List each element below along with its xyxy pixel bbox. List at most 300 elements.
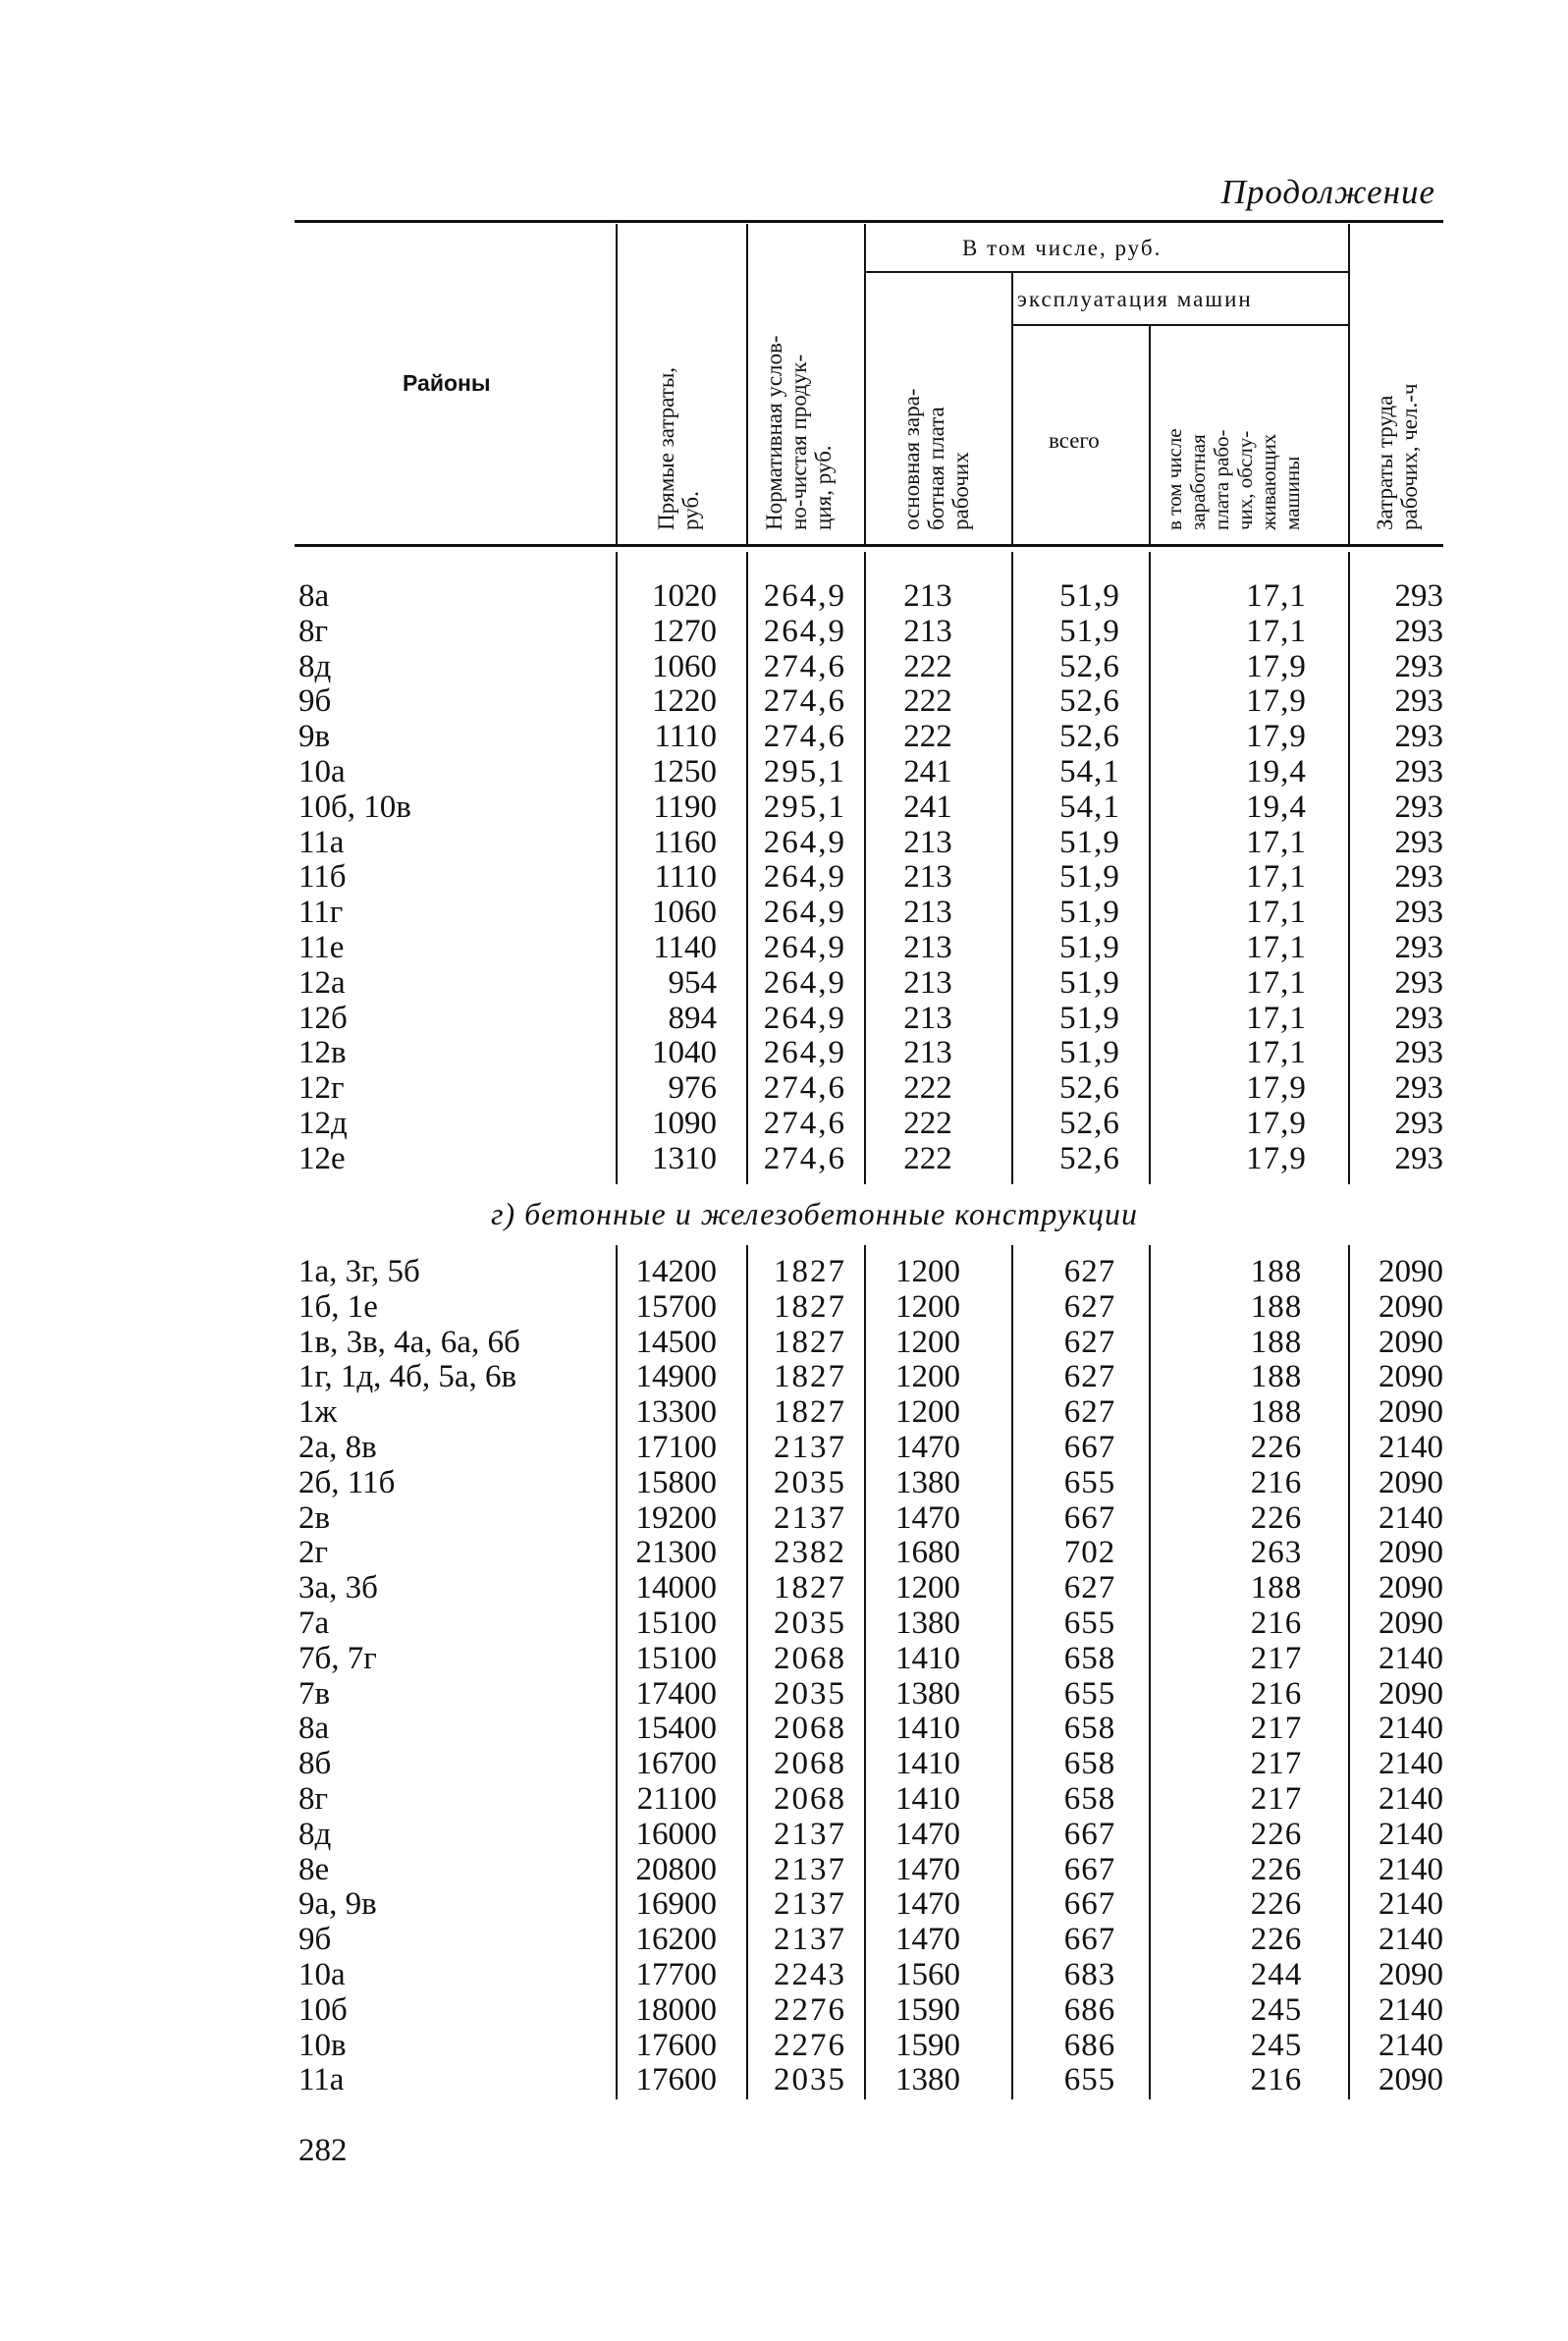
header-machine-wage: в том числе заработная плата рабо- чих, обслу- живающих машины — [1162, 428, 1304, 530]
machine-total-cell: 655 — [1063, 2062, 1116, 2098]
table-row — [295, 1818, 1443, 1853]
normative-cell: 2137 — [774, 1886, 846, 1923]
header-col-divider-6 — [1348, 224, 1350, 544]
normative-cell: 264,9 — [763, 859, 846, 896]
normative-cell: 2035 — [774, 2062, 846, 2098]
base-wage-cell: 222 — [903, 719, 952, 755]
header-base-wage: основная зара- ботная плата рабочих — [899, 388, 973, 530]
district-cell: 7б, 7г — [298, 1640, 377, 1676]
labor-cell: 2140 — [1379, 1816, 1443, 1852]
table-row — [295, 1466, 1443, 1501]
machine-total-cell: 667 — [1063, 1922, 1116, 1958]
normative-cell: 274,6 — [763, 1070, 846, 1107]
machine-wage-cell: 188 — [1250, 1359, 1303, 1395]
including-underline — [864, 271, 1348, 273]
normative-cell: 295,1 — [763, 789, 846, 825]
table-row — [295, 1571, 1443, 1606]
section1-table-body — [295, 579, 1443, 1177]
direct-costs-cell: 15100 — [635, 1605, 717, 1641]
machine-total-cell: 686 — [1063, 1991, 1116, 2028]
district-cell: 1г, 1д, 4б, 5а, 6в — [298, 1359, 517, 1395]
base-wage-cell: 222 — [903, 683, 952, 720]
normative-cell: 2137 — [774, 1922, 846, 1958]
labor-cell: 293 — [1394, 789, 1443, 825]
direct-costs-cell: 15400 — [635, 1711, 717, 1747]
normative-cell: 2243 — [774, 1956, 846, 1992]
base-wage-cell: 1560 — [895, 1956, 960, 1992]
direct-costs-cell: 16200 — [635, 1922, 717, 1958]
machine-wage-cell: 216 — [1250, 1464, 1303, 1500]
labor-cell: 293 — [1394, 929, 1443, 965]
direct-costs-cell: 1060 — [652, 648, 717, 684]
normative-cell: 2276 — [774, 2027, 846, 2063]
machine-wage-cell: 217 — [1250, 1780, 1303, 1817]
table-row — [295, 1887, 1443, 1923]
labor-cell: 293 — [1394, 648, 1443, 684]
normative-cell: 2137 — [774, 1499, 846, 1536]
normative-cell: 2035 — [774, 1464, 846, 1500]
table-row — [295, 1923, 1443, 1958]
direct-costs-cell: 954 — [668, 964, 717, 1001]
table-row — [295, 1290, 1443, 1326]
direct-costs-cell: 17700 — [635, 1956, 717, 1992]
table-row — [295, 966, 1443, 1002]
header-col-divider-1 — [616, 224, 618, 544]
machine-wage-cell: 17,1 — [1246, 613, 1307, 649]
machine-wage-cell: 217 — [1250, 1640, 1303, 1676]
labor-cell: 293 — [1394, 613, 1443, 649]
machine-wage-cell: 17,9 — [1246, 1105, 1307, 1141]
header-bottom-rule — [295, 544, 1443, 547]
labor-cell: 2140 — [1379, 1886, 1443, 1923]
header-machine-total: всего — [1049, 428, 1100, 453]
district-cell: 1в, 3в, 4а, 6а, 6б — [298, 1324, 520, 1360]
district-cell: 1а, 3г, 5б — [298, 1254, 420, 1289]
machine-total-cell: 51,9 — [1059, 613, 1120, 649]
table-row — [295, 1747, 1443, 1782]
machine-total-cell: 54,1 — [1059, 789, 1120, 825]
header-normative: Нормативная услов- но-чистая продук- ция, руб. — [762, 335, 836, 530]
district-cell: 11а — [298, 2062, 345, 2098]
base-wage-cell: 222 — [903, 1140, 952, 1176]
base-wage-cell: 222 — [903, 648, 952, 684]
district-cell: 12д — [298, 1105, 348, 1141]
labor-cell: 2140 — [1379, 1991, 1443, 2028]
machine-total-cell: 658 — [1063, 1711, 1116, 1747]
district-cell: 10а — [298, 753, 346, 789]
labor-cell: 2140 — [1379, 1746, 1443, 1782]
base-wage-cell: 1380 — [895, 1605, 960, 1641]
machine-total-cell: 52,6 — [1059, 683, 1120, 720]
table-row — [295, 1853, 1443, 1888]
machine-total-cell: 51,9 — [1059, 859, 1120, 896]
machine-total-cell: 655 — [1063, 1675, 1116, 1712]
direct-costs-cell: 15800 — [635, 1464, 717, 1500]
machine-wage-cell: 188 — [1250, 1394, 1303, 1431]
machine-total-cell: 627 — [1063, 1254, 1116, 1289]
normative-cell: 274,6 — [763, 1105, 846, 1141]
base-wage-cell: 1470 — [895, 1499, 960, 1536]
direct-costs-cell: 1160 — [653, 824, 717, 860]
normative-cell: 1827 — [774, 1359, 846, 1395]
table-row — [295, 1255, 1443, 1290]
header-col-divider-4 — [1011, 273, 1013, 544]
machine-wage-cell: 17,1 — [1246, 824, 1307, 860]
direct-costs-cell: 15700 — [635, 1288, 717, 1325]
table-row — [295, 1993, 1443, 2029]
machine-wage-cell: 263 — [1250, 1535, 1303, 1571]
machine-wage-cell: 17,1 — [1246, 1035, 1307, 1071]
normative-cell: 264,9 — [763, 1035, 846, 1071]
district-cell: 9б — [298, 683, 332, 720]
header-col-divider-2 — [746, 224, 748, 544]
machine-total-cell: 686 — [1063, 2027, 1116, 2063]
district-cell: 3а, 3б — [298, 1570, 378, 1606]
district-cell: 12г — [298, 1070, 345, 1107]
machine-total-cell: 52,6 — [1059, 719, 1120, 755]
direct-costs-cell: 1060 — [652, 895, 717, 931]
labor-cell: 2140 — [1379, 1499, 1443, 1536]
table-row — [295, 1036, 1443, 1071]
machine-total-cell: 658 — [1063, 1746, 1116, 1782]
direct-costs-cell: 14900 — [635, 1359, 717, 1395]
page-number: 282 — [298, 2133, 348, 2168]
machine-total-cell: 667 — [1063, 1886, 1116, 1923]
machine-wage-cell: 188 — [1250, 1324, 1303, 1360]
machine-wage-cell: 188 — [1250, 1570, 1303, 1606]
machine-total-cell: 51,9 — [1059, 895, 1120, 931]
direct-costs-cell: 1040 — [652, 1035, 717, 1071]
direct-costs-cell: 1110 — [654, 719, 717, 755]
direct-costs-cell: 17400 — [635, 1675, 717, 1712]
district-cell: 12в — [298, 1035, 347, 1071]
labor-cell: 293 — [1394, 1105, 1443, 1141]
direct-costs-cell: 21100 — [636, 1780, 717, 1817]
table-row — [295, 1642, 1443, 1677]
machine-wage-cell: 226 — [1250, 1816, 1303, 1852]
labor-cell: 2090 — [1379, 1464, 1443, 1500]
machine-wage-cell: 17,9 — [1246, 1140, 1307, 1176]
district-cell: 12а — [298, 964, 346, 1001]
table-row — [295, 860, 1443, 896]
district-cell: 9а, 9в — [298, 1886, 377, 1923]
district-cell: 11е — [298, 929, 345, 965]
normative-cell: 1827 — [774, 1324, 846, 1360]
machine-wage-cell: 226 — [1250, 1851, 1303, 1887]
header-col-divider-3 — [864, 224, 866, 544]
machine-total-cell: 655 — [1063, 1464, 1116, 1500]
base-wage-cell: 1410 — [895, 1746, 960, 1782]
direct-costs-cell: 1140 — [653, 929, 717, 965]
base-wage-cell: 1680 — [895, 1535, 960, 1571]
labor-cell: 293 — [1394, 578, 1443, 614]
machine-total-cell: 52,6 — [1059, 1140, 1120, 1176]
machine-wage-cell: 17,1 — [1246, 964, 1307, 1001]
normative-cell: 264,9 — [763, 895, 846, 931]
base-wage-cell: 1200 — [895, 1254, 960, 1289]
district-cell: 8а — [298, 1711, 330, 1747]
machine-total-cell: 702 — [1063, 1535, 1116, 1571]
labor-cell: 2090 — [1379, 1956, 1443, 1992]
machine-wage-cell: 244 — [1250, 1956, 1303, 1992]
base-wage-cell: 1470 — [895, 1429, 960, 1465]
table-row — [295, 790, 1443, 826]
labor-cell: 293 — [1394, 824, 1443, 860]
table-row — [295, 1501, 1443, 1537]
base-wage-cell: 1380 — [895, 2062, 960, 2098]
base-wage-cell: 1410 — [895, 1711, 960, 1747]
base-wage-cell: 1380 — [895, 1464, 960, 1500]
base-wage-cell: 213 — [903, 1035, 952, 1071]
normative-cell: 264,9 — [763, 1000, 846, 1036]
base-wage-cell: 213 — [903, 895, 952, 931]
machine-wage-cell: 17,9 — [1246, 648, 1307, 684]
table-row — [295, 931, 1443, 966]
table-row — [295, 1002, 1443, 1037]
direct-costs-cell: 13300 — [635, 1394, 717, 1431]
machine-total-cell: 51,9 — [1059, 964, 1120, 1001]
direct-costs-cell: 976 — [668, 1070, 717, 1107]
labor-cell: 293 — [1394, 859, 1443, 896]
normative-cell: 264,9 — [763, 964, 846, 1001]
labor-cell: 2090 — [1379, 1254, 1443, 1289]
machine-total-cell: 667 — [1063, 1499, 1116, 1536]
district-cell: 10б — [298, 1991, 348, 2028]
machine-total-cell: 658 — [1063, 1780, 1116, 1817]
normative-cell: 1827 — [774, 1288, 846, 1325]
machine-wage-cell: 226 — [1250, 1922, 1303, 1958]
normative-cell: 2068 — [774, 1746, 846, 1782]
direct-costs-cell: 16700 — [635, 1746, 717, 1782]
normative-cell: 1827 — [774, 1394, 846, 1431]
normative-cell: 264,9 — [763, 578, 846, 614]
district-cell: 2в — [298, 1499, 331, 1536]
base-wage-cell: 1470 — [895, 1851, 960, 1887]
direct-costs-cell: 14000 — [635, 1570, 717, 1606]
base-wage-cell: 213 — [903, 1000, 952, 1036]
district-cell: 2б, 11б — [298, 1464, 396, 1500]
table-row — [295, 1606, 1443, 1642]
direct-costs-cell: 21300 — [635, 1535, 717, 1571]
normative-cell: 274,6 — [763, 1140, 846, 1176]
machine-total-cell: 627 — [1063, 1359, 1116, 1395]
base-wage-cell: 1470 — [895, 1922, 960, 1958]
machine-total-cell: 51,9 — [1059, 1000, 1120, 1036]
labor-cell: 2090 — [1379, 1359, 1443, 1395]
district-cell: 10б, 10в — [298, 789, 411, 825]
machine-wage-cell: 216 — [1250, 1675, 1303, 1712]
direct-costs-cell: 19200 — [635, 1499, 717, 1536]
table-row — [295, 650, 1443, 685]
labor-cell: 293 — [1394, 964, 1443, 1001]
machine-total-cell: 51,9 — [1059, 1035, 1120, 1071]
header-labor: Затраты труда рабочих, чел.-ч — [1373, 383, 1422, 530]
direct-costs-cell: 1270 — [652, 613, 717, 649]
header-col-divider-5 — [1149, 326, 1151, 544]
machine-total-cell: 52,6 — [1059, 1105, 1120, 1141]
direct-costs-cell: 16000 — [635, 1816, 717, 1852]
district-cell: 8а — [298, 578, 330, 614]
labor-cell: 2090 — [1379, 1535, 1443, 1571]
district-cell: 7а — [298, 1605, 330, 1641]
normative-cell: 2035 — [774, 1675, 846, 1712]
machine-wage-cell: 188 — [1250, 1288, 1303, 1325]
table-row — [295, 1958, 1443, 1993]
table-row — [295, 1431, 1443, 1466]
machine-wage-cell: 17,9 — [1246, 719, 1307, 755]
labor-cell: 2090 — [1379, 1324, 1443, 1360]
machine-wage-cell: 216 — [1250, 1605, 1303, 1641]
labor-cell: 2140 — [1379, 1851, 1443, 1887]
machine-wage-cell: 226 — [1250, 1886, 1303, 1923]
labor-cell: 2090 — [1379, 1288, 1443, 1325]
normative-cell: 264,9 — [763, 929, 846, 965]
base-wage-cell: 1200 — [895, 1288, 960, 1325]
direct-costs-cell: 17600 — [635, 2027, 717, 2063]
district-cell: 2а, 8в — [298, 1429, 377, 1465]
normative-cell: 2068 — [774, 1780, 846, 1817]
machine-wage-cell: 17,1 — [1246, 578, 1307, 614]
labor-cell: 293 — [1394, 753, 1443, 789]
machine-wage-cell: 19,4 — [1246, 753, 1307, 789]
labor-cell: 2090 — [1379, 2062, 1443, 2098]
direct-costs-cell: 1090 — [652, 1105, 717, 1141]
base-wage-cell: 213 — [903, 964, 952, 1001]
district-cell: 11б — [298, 859, 347, 896]
machine-wage-cell: 216 — [1250, 2062, 1303, 2098]
normative-cell: 1827 — [774, 1254, 846, 1289]
labor-cell: 293 — [1394, 719, 1443, 755]
direct-costs-cell: 20800 — [635, 1851, 717, 1887]
normative-cell: 1827 — [774, 1570, 846, 1606]
base-wage-cell: 1470 — [895, 1886, 960, 1923]
normative-cell: 274,6 — [763, 719, 846, 755]
normative-cell: 2276 — [774, 1991, 846, 2028]
direct-costs-cell: 15100 — [635, 1640, 717, 1676]
labor-cell: 2140 — [1379, 1429, 1443, 1465]
labor-cell: 293 — [1394, 1000, 1443, 1036]
direct-costs-cell: 14200 — [635, 1254, 717, 1289]
table-row — [295, 1536, 1443, 1571]
district-cell: 8г — [298, 613, 329, 649]
table-row — [295, 1677, 1443, 1713]
machine-wage-cell: 245 — [1250, 1991, 1303, 2028]
machine-total-cell: 667 — [1063, 1816, 1116, 1852]
labor-cell: 2090 — [1379, 1570, 1443, 1606]
table-top-rule — [295, 220, 1443, 223]
normative-cell: 2137 — [774, 1429, 846, 1465]
table-row — [295, 720, 1443, 755]
district-cell: 12е — [298, 1140, 346, 1176]
machine-total-cell: 54,1 — [1059, 753, 1120, 789]
machine-wage-cell: 17,1 — [1246, 895, 1307, 931]
header-including: В том числе, руб. — [962, 236, 1162, 260]
machine-total-cell: 627 — [1063, 1324, 1116, 1360]
machine-wage-cell: 226 — [1250, 1499, 1303, 1536]
table-row — [295, 1712, 1443, 1747]
machine-total-cell: 52,6 — [1059, 1070, 1120, 1107]
base-wage-cell: 1470 — [895, 1816, 960, 1852]
machine-total-cell: 51,9 — [1059, 929, 1120, 965]
table-row — [295, 1360, 1443, 1395]
base-wage-cell: 222 — [903, 1070, 952, 1107]
base-wage-cell: 213 — [903, 929, 952, 965]
normative-cell: 2137 — [774, 1816, 846, 1852]
base-wage-cell: 1410 — [895, 1780, 960, 1817]
normative-cell: 2137 — [774, 1851, 846, 1887]
machine-total-cell: 627 — [1063, 1394, 1116, 1431]
district-cell: 7в — [298, 1675, 331, 1712]
machine-wage-cell: 245 — [1250, 2027, 1303, 2063]
machine-total-cell: 51,9 — [1059, 578, 1120, 614]
machine-wage-cell: 17,1 — [1246, 1000, 1307, 1036]
base-wage-cell: 1590 — [895, 1991, 960, 2028]
normative-cell: 2382 — [774, 1535, 846, 1571]
district-cell: 12б — [298, 1000, 348, 1036]
machine-wage-cell: 19,4 — [1246, 789, 1307, 825]
labor-cell: 293 — [1394, 683, 1443, 720]
district-cell: 9в — [298, 719, 331, 755]
district-cell: 11а — [298, 824, 345, 860]
direct-costs-cell: 894 — [668, 1000, 717, 1036]
district-cell: 8е — [298, 1851, 330, 1887]
continued-label: Продолжение — [1220, 173, 1435, 211]
labor-cell: 2140 — [1379, 1640, 1443, 1676]
normative-cell: 274,6 — [763, 683, 846, 720]
base-wage-cell: 1200 — [895, 1570, 960, 1606]
machine-wage-cell: 188 — [1250, 1254, 1303, 1289]
direct-costs-cell: 1250 — [652, 753, 717, 789]
direct-costs-cell: 1020 — [652, 578, 717, 614]
machine-total-cell: 627 — [1063, 1288, 1116, 1325]
machine-wage-cell: 217 — [1250, 1746, 1303, 1782]
machine-wage-cell: 17,9 — [1246, 1070, 1307, 1107]
direct-costs-cell: 16900 — [635, 1886, 717, 1923]
normative-cell: 274,6 — [763, 648, 846, 684]
machine-total-cell: 683 — [1063, 1956, 1116, 1992]
labor-cell: 293 — [1394, 895, 1443, 931]
base-wage-cell: 241 — [903, 789, 952, 825]
labor-cell: 293 — [1394, 1140, 1443, 1176]
machine-wage-cell: 17,1 — [1246, 859, 1307, 896]
direct-costs-cell: 18000 — [635, 1991, 717, 2028]
normative-cell: 2068 — [774, 1711, 846, 1747]
normative-cell: 2035 — [774, 1605, 846, 1641]
base-wage-cell: 1410 — [895, 1640, 960, 1676]
table-row — [295, 1782, 1443, 1818]
base-wage-cell: 1380 — [895, 1675, 960, 1712]
base-wage-cell: 213 — [903, 578, 952, 614]
table-row — [295, 2063, 1443, 2098]
base-wage-cell: 213 — [903, 824, 952, 860]
normative-cell: 2068 — [774, 1640, 846, 1676]
direct-costs-cell: 1220 — [652, 683, 717, 720]
table-row — [295, 615, 1443, 650]
machine-wage-cell: 226 — [1250, 1429, 1303, 1465]
district-cell: 8д — [298, 1816, 332, 1852]
machine-wage-cell: 17,1 — [1246, 929, 1307, 965]
header-district: Районы — [403, 370, 491, 396]
direct-costs-cell: 1190 — [653, 789, 717, 825]
header-machine-ops: эксплуатация машин — [1017, 287, 1253, 311]
district-cell: 9б — [298, 1922, 332, 1958]
base-wage-cell: 213 — [903, 613, 952, 649]
table-row — [295, 1326, 1443, 1361]
labor-cell: 293 — [1394, 1035, 1443, 1071]
district-cell: 10в — [298, 2027, 347, 2063]
machine-total-cell: 51,9 — [1059, 824, 1120, 860]
labor-cell: 2140 — [1379, 1922, 1443, 1958]
